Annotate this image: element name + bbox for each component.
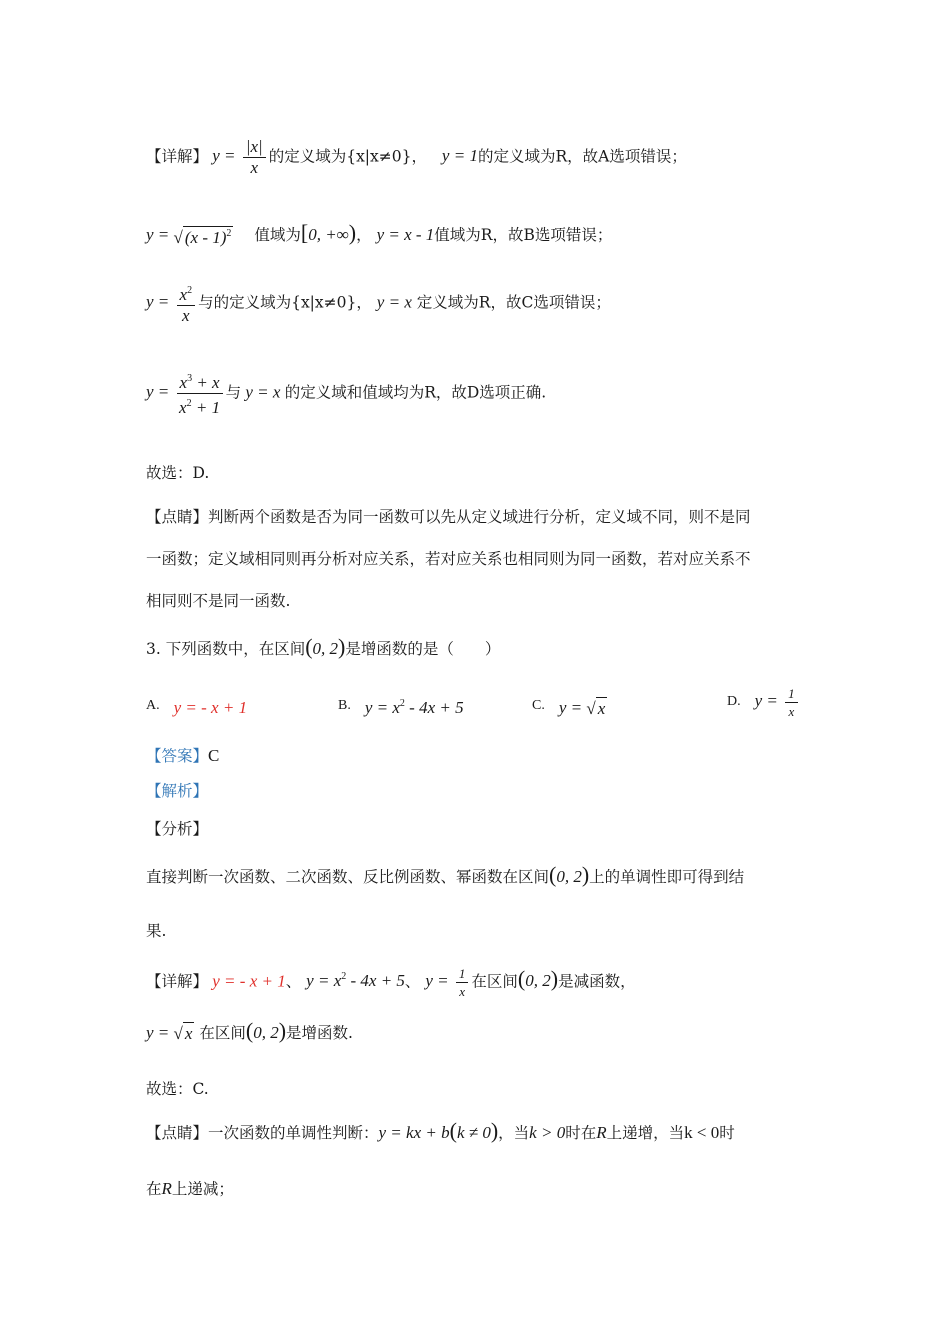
option-b-label: B. <box>338 698 351 713</box>
formula-y-eq-x: y = x <box>376 292 412 312</box>
answer-value: C <box>208 746 220 765</box>
detail-text-domain: 的定义域为{x|x≠0}， <box>268 147 427 166</box>
range-text-1: 值域为 <box>254 226 301 244</box>
domain-text-d1: 与 <box>225 383 242 402</box>
option-b[interactable] <box>338 698 464 718</box>
sep-2: 、 <box>404 972 421 991</box>
interval-0-2-b: (0, 2) <box>549 862 590 887</box>
detail2-text-2: 是减函数， <box>558 972 636 991</box>
option-d-expr: y = $\frac{1}{x}$ <box>755 691 801 710</box>
note2-text-4: 时 <box>719 1124 735 1142</box>
question-3-stem <box>146 636 500 660</box>
interval-0-2-c: (0, 2) <box>517 966 559 992</box>
note2-text-1: ，当 <box>498 1124 530 1142</box>
detail-text-domain-r: 的定义域为R，故A选项错误； <box>477 147 687 166</box>
analysis-tag: 【解析】 <box>146 782 209 800</box>
formula-rational: y = $\frac{x^3 + x}{x^2 + 1}$ <box>146 382 226 401</box>
option-a[interactable] <box>146 698 247 718</box>
option-c-expr: y = √ x <box>558 698 606 719</box>
detail2-reciprocal: y = $\frac{1}{x}$ <box>425 971 471 990</box>
fenxi-line-2: 果. <box>146 922 167 940</box>
option-b-expr: $y = x^2 - 4x + 5$ <box>364 698 464 717</box>
detail2-text-4: 是增函数. <box>286 1024 353 1042</box>
domain-text-d2: 的定义域和值域均为R，故D选项正确. <box>284 383 547 402</box>
note-line-3: 相同则不是同一函数. <box>146 592 291 610</box>
question-stem-a: 3. 下列函数中，在区间 <box>146 640 306 658</box>
note2-line-1 <box>146 1120 735 1144</box>
note-line-2: 一函数；定义域相同则再分析对应关系，若对应关系也相同则为同一函数，若对应关系不 <box>146 550 751 568</box>
formula-abs-x-over-x: y = $\frac{|x|}{x}$ <box>208 146 269 165</box>
option-a-label: A. <box>146 698 160 713</box>
note2-text-3: 上递增，当 <box>606 1124 685 1142</box>
detail2-line-1 <box>146 966 636 999</box>
sep-1: 、 <box>285 972 302 991</box>
domain-text-c1: 与的定义域为{x|x≠0}， <box>198 293 372 312</box>
detail2-text-1: 在区间 <box>471 972 518 991</box>
option-c-label: C. <box>532 698 545 713</box>
detail2-text-3: 在区间 <box>199 1024 246 1042</box>
detail-tag: 【详解】 <box>146 147 209 166</box>
fenxi-text-a: 直接判断一次函数、二次函数、反比例函数、幂函数在区间 <box>146 868 550 886</box>
domain-text-c2: 定义域为R，故C选项错误； <box>416 293 611 312</box>
detail2-tag: 【详解】 <box>146 972 209 991</box>
formula-x-minus-1: y = x - 1 <box>376 225 435 244</box>
detail2-line-2 <box>146 1020 353 1045</box>
detail-line-c <box>146 282 611 325</box>
detail-line-b <box>146 222 612 249</box>
formula-sqrt-square: y = √ (x - 1)$^2$ <box>146 225 232 248</box>
linear-general: y = kx + b(k ≠ 0) <box>378 1118 499 1143</box>
note-line-1: 【点睛】判断两个函数是否为同一函数可以先从定义域进行分析，定义域不同，则不是同 <box>146 508 751 526</box>
note2-text-2: 时在 <box>565 1124 597 1142</box>
fenxi-tag: 【分析】 <box>146 820 209 838</box>
interval-0-2-d: (0, 2) <box>245 1018 287 1043</box>
choose-c: 故选：C. <box>146 1080 209 1098</box>
range-sep: ， <box>356 226 372 244</box>
answer-line <box>146 745 219 767</box>
range-text-2: 值域为R，故B选项错误； <box>434 226 613 244</box>
interval-0-2: (0, 2) <box>305 634 346 659</box>
note2-line-2 <box>146 1178 234 1200</box>
detail-line-a <box>146 138 687 177</box>
option-c[interactable] <box>532 698 607 719</box>
detail2-linear: y = - x + 1 <box>208 971 286 991</box>
k-gt-0: k > 0 <box>529 1123 566 1142</box>
set-r-2: R <box>161 1179 172 1198</box>
answer-tag: 【答案】 <box>146 747 209 765</box>
question-stem-b: 是增函数的是（ ） <box>345 640 501 658</box>
formula-y-eq-x-2: y = x <box>241 382 285 402</box>
formula-x2-over-x: y = $\frac{x^2}{x}$ <box>146 292 198 311</box>
note2-tag: 【点睛】一次函数的单调性判断： <box>146 1124 379 1142</box>
option-d[interactable] <box>727 686 801 719</box>
option-a-expr: y = - x + 1 <box>173 698 248 717</box>
note2-text-6: 上递减； <box>171 1180 234 1198</box>
interval-zero-inf: [0, +∞) <box>300 220 357 245</box>
fenxi-text-b: 上的单调性即可得到结 <box>589 868 745 886</box>
note2-text-5: 在 <box>146 1180 162 1198</box>
formula-y-eq-1: y = 1 <box>441 146 478 166</box>
detail-line-d <box>146 370 546 417</box>
detail2-sqrt: y = √ x <box>146 1023 193 1044</box>
choose-d: 故选：D. <box>146 464 210 482</box>
fenxi-line-1 <box>146 864 744 888</box>
k-lt-0: k < 0 <box>684 1123 720 1142</box>
set-r-1: R <box>596 1123 607 1142</box>
option-d-label: D. <box>727 694 741 710</box>
detail2-quadratic: $y = x^2 - 4x + 5$ <box>306 971 405 991</box>
